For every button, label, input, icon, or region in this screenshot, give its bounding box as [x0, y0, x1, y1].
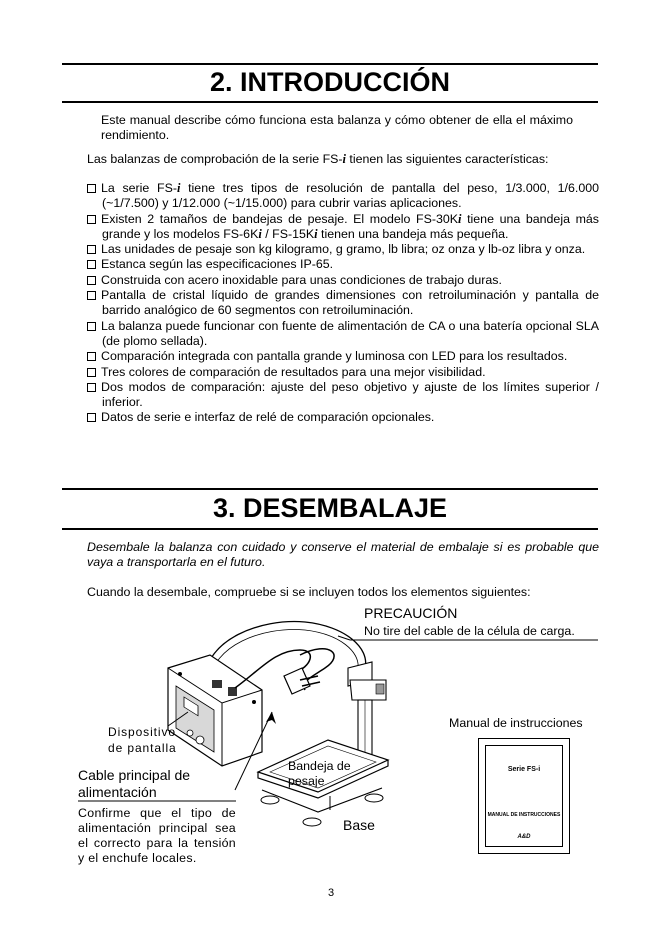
section-2-heading: 2. INTRODUCCIÓN [209, 67, 450, 97]
display-label-line1: Dispositivo [108, 725, 176, 739]
list-item: Construida con acero inoxidable para unas condiciones de trabajo duras. [87, 273, 599, 288]
brand-logo: A&D [517, 834, 531, 840]
list-item: Comparación integrada con pantalla grande y luminosa con LED para los resultados. [87, 349, 599, 364]
page-number: 3 [327, 887, 335, 899]
list-item: Pantalla de cristal líquido de grandes dimensiones con retroiluminación y pantalla de barrido analógico de 60 segmentos con retroiluminación. [87, 288, 599, 319]
caution-text: No tire del cable de la célula de carga. [364, 624, 575, 638]
list-item: Las unidades de pesaje son kg kilogramo, g gramo, lb libra; oz onza y lb-oz libra y onza. [87, 242, 599, 257]
features-lead: Las balanzas de comprobación de la serie FS-i tienen las siguientes características: [87, 152, 549, 166]
list-item: Tres colores de comparación de resultados para una mejor visibilidad. [87, 365, 599, 380]
list-item: Dos modos de comparación: ajuste del peso objetivo y ajuste de los límites superior / inferior. [87, 380, 599, 411]
list-item: Estanca según las especificaciones IP-65. [87, 257, 599, 272]
pan-label-line2: pesaje [288, 774, 325, 788]
list-item: La serie FS-i tiene tres tipos de resolución de pantalla del peso, 1/3.000, 1/6.000 (~1/7.500) y 1/12.000 (~1/15.000) para cubrir varias aplicaciones. [87, 181, 599, 212]
list-item: Datos de serie e interfaz de relé de comparación opcionales. [87, 410, 599, 425]
manual-cover-subtitle: MANUAL DE INSTRUCCIONES [487, 812, 561, 818]
list-item: La balanza puede funcionar con fuente de alimentación de CA o una batería opcional SLA (de plomo sellada). [87, 319, 599, 350]
unpack-note: Desembale la balanza con cuidado y conserve el material de embalaje si es probable que vaya a transportarla en el futuro. [87, 540, 599, 570]
section-3-heading: 3. DESEMBALAJE [212, 493, 448, 523]
manual-cover-title: Serie FS-i [507, 766, 541, 773]
contents-check: Cuando la desembale, compruebe si se incluyen todos los elementos siguientes: [87, 585, 531, 599]
scale-column [348, 662, 386, 760]
manual-label: Manual de instrucciones [449, 716, 583, 730]
power-cable-label: Cable principal de alimentación [78, 767, 191, 800]
manual-cover [485, 745, 563, 847]
power-cable-note: Confirme que el tipo de alimentación principal sea el correcto para la tensión y el enchufe locales. [78, 806, 236, 865]
pan-label-line1: Bandeja de [288, 759, 351, 773]
base-label: Base [343, 817, 375, 833]
intro-paragraph: Este manual describe cómo funciona esta balanza y cómo obtener de ella el máximo rendimiento. [101, 113, 573, 143]
display-device [168, 655, 262, 766]
instruction-manual [478, 738, 570, 854]
list-item: Existen 2 tamaños de bandejas de pesaje. El modelo FS-30Ki tiene una bandeja más grande y los modelos FS-6Ki / FS-15Ki tienen una bandeja más pequeña. [87, 212, 599, 243]
display-label-line2: de pantalla [108, 741, 177, 755]
caution-title: PRECAUCIÓN [364, 605, 458, 621]
